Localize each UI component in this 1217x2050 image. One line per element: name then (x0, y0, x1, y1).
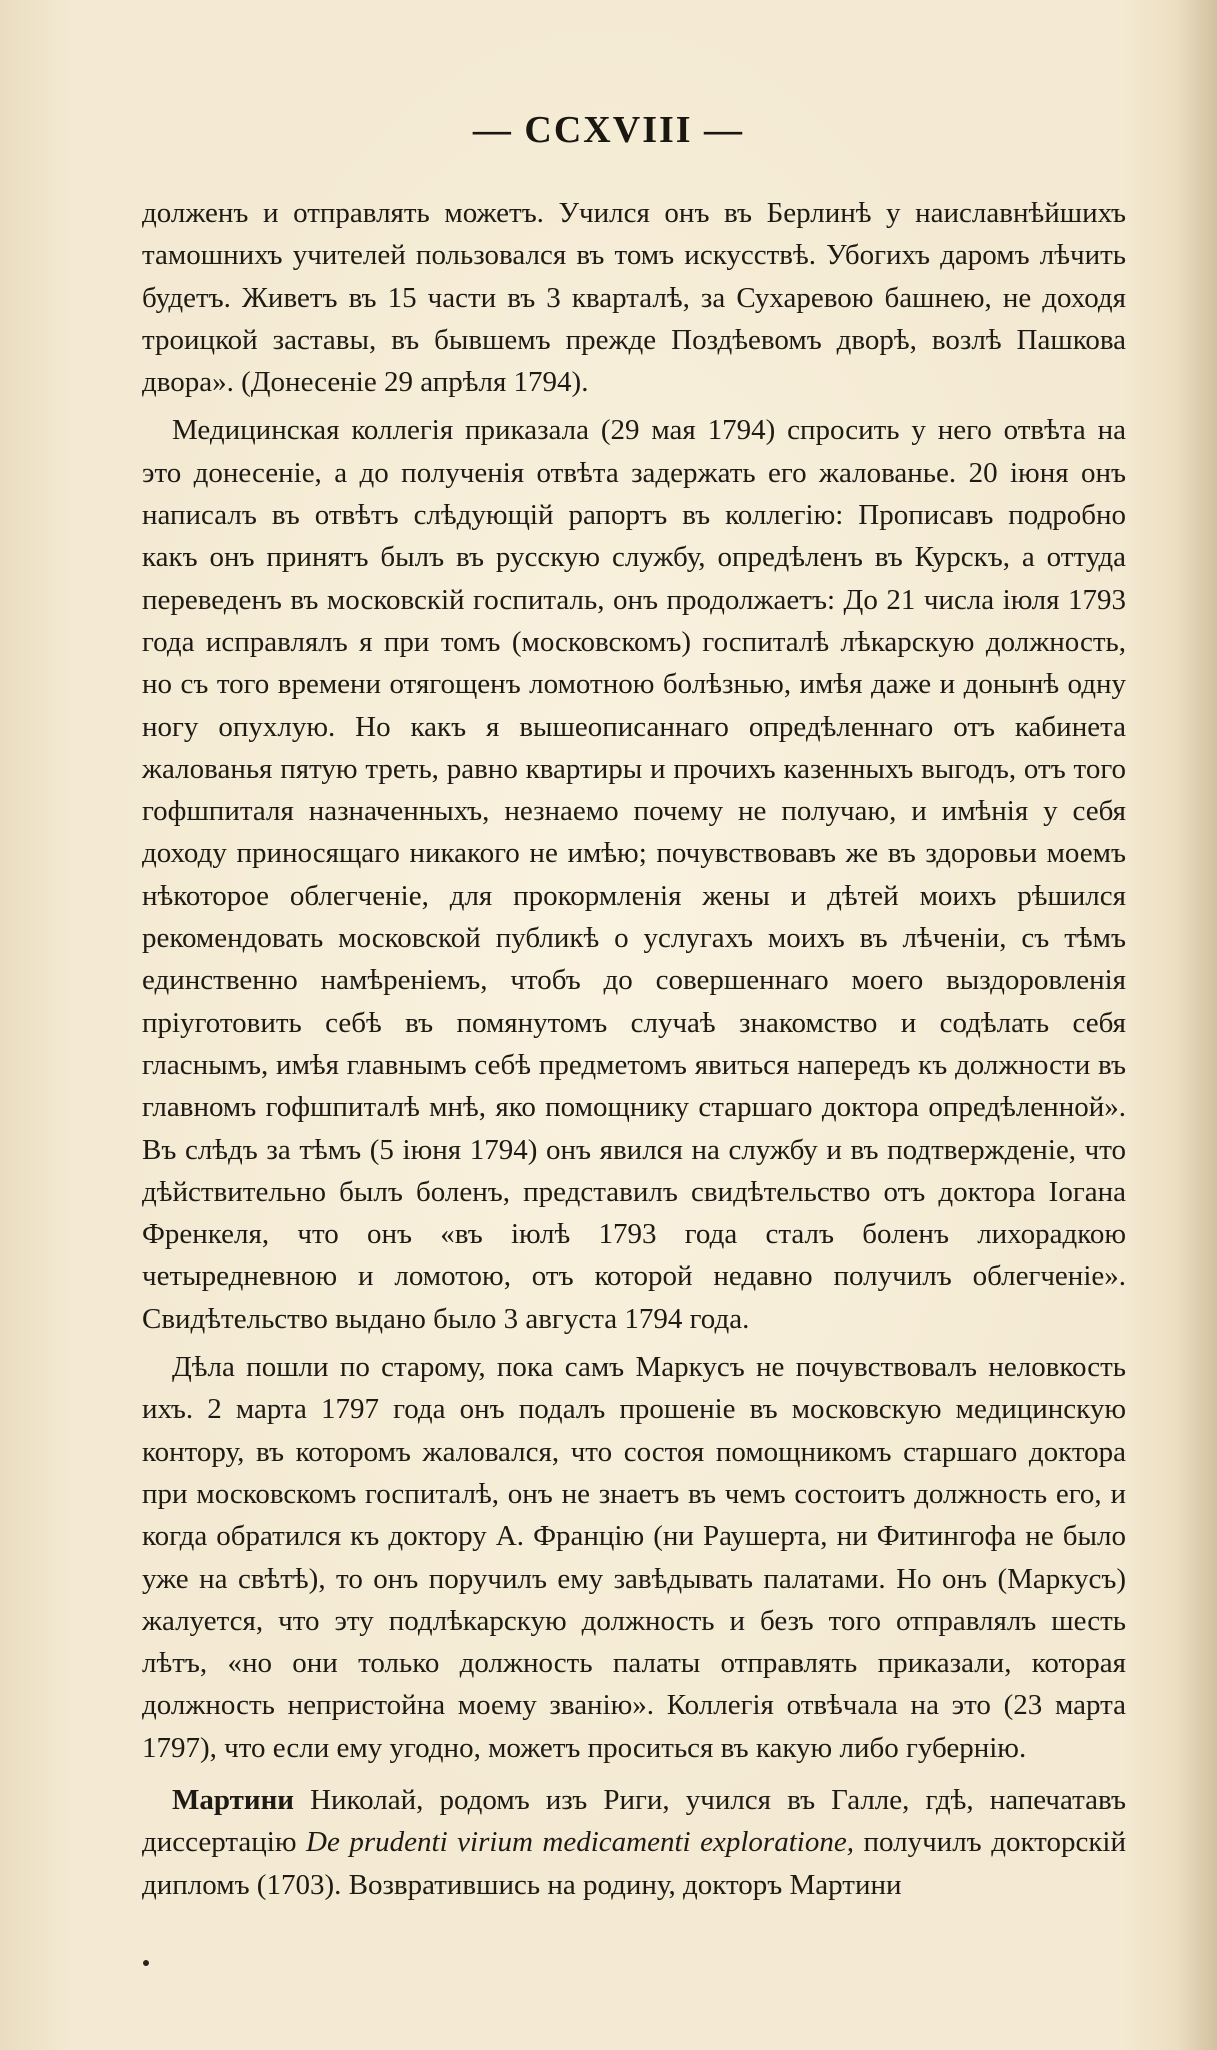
ink-speck (143, 1960, 149, 1966)
paragraph-martini-entry (142, 1779, 1126, 1906)
paragraph-markus-petition: Дѣла пошли по старому, пока самъ Маркусъ не почувствовалъ неловкость ихъ. 2 марта 1797 года онъ подалъ прошеніе въ московскую медицинскую контору, въ которомъ жаловался, что состоя помощникомъ старшаго доктора при московскомъ госпиталѣ, онъ не знаетъ въ чемъ состоитъ должность его, и когда обратился къ доктору А. Францію (ни Раушерта, ни Фитингофа не было уже на свѣтѣ), то онъ поручилъ ему завѣдывать палатами. Но онъ (Маркусъ) жалуется, что эту подлѣкарскую должность и безъ того отправлялъ шесть лѣтъ, «но они только должность палаты отправлять приказали, которая должность непристойна моему званію». Коллегія отвѣчала на это (23 марта 1797), что если ему угодно, можетъ проситься въ какую либо губернію. (142, 1351, 1126, 1764)
paragraph-collegium-order: Медицинская коллегія приказала (29 мая 1794) спросить у него отвѣта на это донесеніе, а до полученія отвѣта задержать его жалованье. 20 іюня онъ написалъ въ отвѣтъ слѣдующій рапортъ въ коллегію: Прописавъ подробно какъ онъ принятъ былъ въ русскую службу, опредѣленъ въ Курскъ, а оттуда переведенъ въ московскій госпиталь, онъ продолжаетъ: До 21 числа іюля 1793 года исправлялъ я при томъ (московскомъ) госпиталѣ лѣкарскую должность, но съ того времени отягощенъ ломотною болѣзнью, имѣя даже и донынѣ одну ногу опухлую. Но какъ я вышеописаннаго опредѣленнаго отъ кабинета жалованья пятую треть, равно квартиры и прочихъ казенныхъ выгодъ, отъ того гофшпиталя назначенныхъ, незнаемо почему не получаю, и имѣнія у себя доходу приносящаго никакого не имѣю; почувствовавъ же въ здоровьи моемъ нѣкоторое облегченіе, для прокормленія жены и дѣтей моихъ рѣшился рекомендовать московской публикѣ о услугахъ моихъ въ лѣченіи, съ тѣмъ единственно намѣреніемъ, чтобъ до совершеннаго моего выздоровленія пріуготовить себѣ въ помянутомъ случаѣ знакомство и содѣлать себя гласнымъ, имѣя главнымъ себѣ предметомъ явиться напередъ къ должности въ главномъ гофшпиталѣ мнѣ, яко помощнику старшаго доктора опредѣленной». Въ слѣдъ за тѣмъ (5 іюня 1794) онъ явился на службу и въ подтвержденіе, что дѣйствительно былъ боленъ, представилъ свидѣтельство отъ доктора Іогана Френкеля, что онъ «въ іюлѣ 1793 года сталъ боленъ лихорадкою четыредневною и ломотою, отъ которой недавно получилъ облегченіе». Свидѣтельство выдано было 3 августа 1794 года. (142, 414, 1126, 1335)
paragraph-continuation: долженъ и отправлять можетъ. Учился онъ въ Берлинѣ у наиславнѣйшихъ тамошнихъ учителей пользовался въ томъ искусствѣ. Убогихъ даромъ лѣчить будетъ. Живетъ въ 15 части въ 3 кварталѣ, за Сухаревою башнею, не доходя троицкой заставы, въ бывшемъ прежде Поздѣевомъ дворѣ, возлѣ Пашкова двора». (Донесеніе 29 апрѣля 1794). (142, 197, 1126, 399)
entry-text-before-title: Николай, родомъ изъ Риги, учился въ Галле, гдѣ, напечатавъ диссертацію (142, 1783, 1126, 1859)
entry-name: Мартини (172, 1783, 294, 1816)
body-text (142, 192, 1126, 1912)
entry-text-after-title: получилъ докторскій дипломъ (1703). Возвратившись на родину, докторъ Мартини (142, 1826, 1126, 1901)
page-edge-shadow (1177, 0, 1217, 2050)
page-number: — CCXVIII — (472, 109, 745, 151)
dissertation-title: De prudenti virium medicamenti exploratione, (306, 1826, 854, 1859)
